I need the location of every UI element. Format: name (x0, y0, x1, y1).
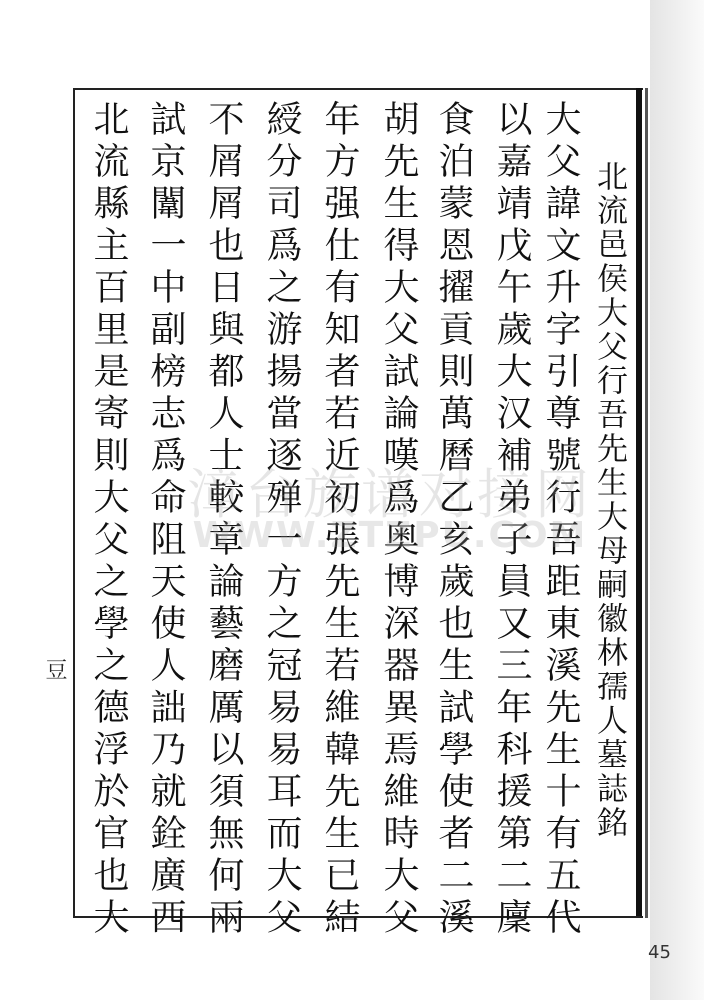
watermark-url: WWW.ZTZPU.COM (192, 515, 588, 556)
text-column-7: 不屑屑也日與都人士較章論藝磨厲以須無何兩 (203, 100, 244, 940)
text-column-3: 食泊蒙恩擢貢則萬曆乙亥歲也生試學使者二溪 (433, 100, 474, 940)
document-title: 北流邑侯大父行吾先生大母嗣徽林孺人墓誌銘 (591, 160, 627, 840)
text-column-2: 以嘉靖戊午歲大汉補弟子員又三年科援第二廩 (491, 100, 532, 940)
text-column-9: 北流縣主百里是寄則大父之學之德浮於官也大 (88, 100, 129, 940)
text-column-1: 大父諱文升字引尊號行吾距東溪先生十有五代 (540, 100, 581, 940)
text-column-4: 胡先生得大父試論嘆爲奥博深器異焉維時大父 (378, 100, 419, 940)
text-column-5: 年方强仕有知者若近初張先生若維韓先生已結 (319, 100, 360, 940)
book-page-edge (650, 0, 704, 1000)
margin-mark: 豆 (42, 658, 67, 680)
frame-border-left (73, 88, 75, 918)
watermark: 漳台族谱对接网 (187, 463, 593, 526)
page-number: 45 (648, 942, 671, 963)
text-column-8: 試京闈一中副榜志爲命阻天使人詘乃就銓廣西 (145, 100, 186, 940)
frame-border-top (73, 88, 643, 90)
text-column-6: 綬分司爲之游揚當逐殚一方之冠易易耳而大父 (261, 100, 302, 940)
